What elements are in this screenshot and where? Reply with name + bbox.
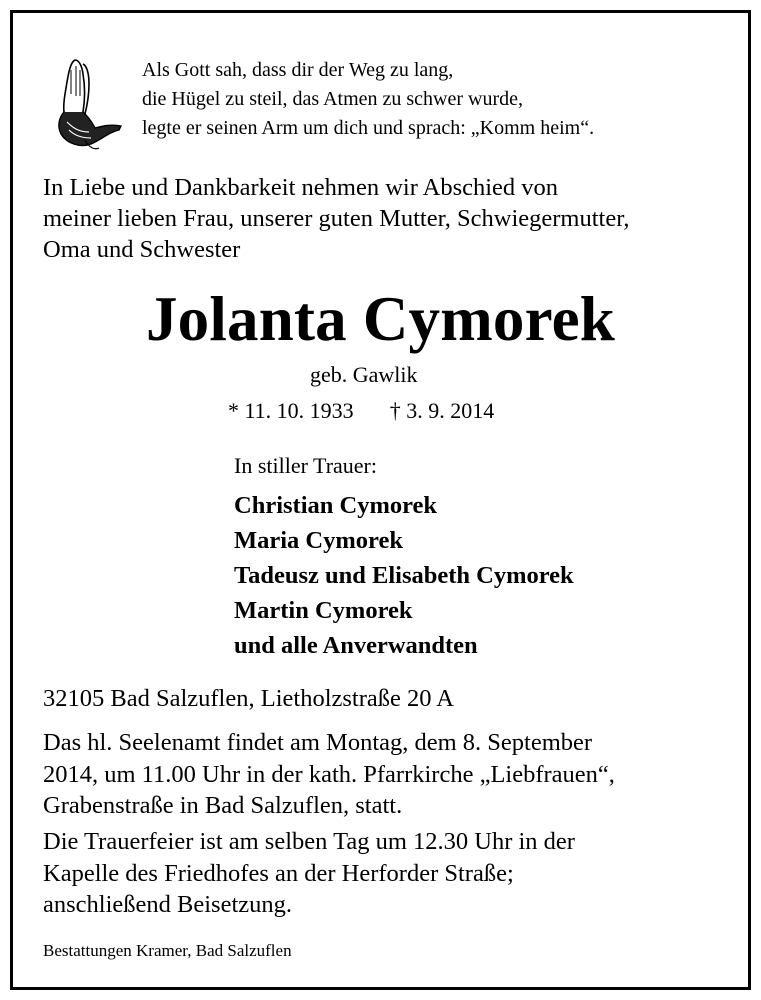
- mourner-name: und alle Anverwandten: [234, 632, 478, 659]
- family-address: 32105 Bad Salzuflen, Lietholzstraße 20 A: [43, 685, 454, 712]
- poem: [142, 56, 594, 143]
- requiem-line: Das hl. Seelenamt findet am Montag, dem 8. September: [43, 729, 593, 756]
- poem-line: legte er seinen Arm um dich und sprach: „Komm heim“.: [142, 117, 595, 139]
- birth-date: * 11. 10. 1933: [228, 398, 354, 423]
- mourner-name: Martin Cymorek: [234, 597, 413, 624]
- poem-line: Als Gott sah, dass dir der Weg zu lang,: [142, 59, 454, 81]
- mourners-heading: In stiller Trauer:: [234, 453, 377, 478]
- death-date: † 3. 9. 2014: [389, 398, 495, 423]
- undertaker: Bestattungen Kramer, Bad Salzuflen: [43, 941, 292, 960]
- mourner-name: Tadeusz und Elisabeth Cymorek: [234, 562, 574, 589]
- requiem-line: 2014, um 11.00 Uhr in der kath. Pfarrkirche „Liebfrauen“,: [43, 760, 615, 788]
- poem-line: die Hügel zu steil, das Atmen zu schwer wurde,: [142, 88, 524, 110]
- funeral-line: Die Trauerfeier ist am selben Tag um 12.30 Uhr in der: [43, 828, 575, 855]
- mourners-list: [234, 488, 574, 663]
- funeral-notice: [43, 826, 575, 921]
- mourner-name: Christian Cymorek: [234, 492, 438, 519]
- requiem-notice: [43, 727, 615, 822]
- intro-text: [43, 172, 630, 265]
- deceased-name: Jolanta Cymorek: [145, 284, 616, 354]
- intro-line: Oma und Schwester: [43, 236, 241, 263]
- maiden-name: geb. Gawlik: [310, 362, 418, 387]
- praying-hands-icon: [45, 52, 125, 152]
- mourner-name: Maria Cymorek: [234, 527, 403, 554]
- funeral-line: Kapelle des Friedhofes an der Herforder Straße;: [43, 859, 514, 887]
- requiem-line: Grabenstraße in Bad Salzuflen, statt.: [43, 792, 403, 819]
- funeral-line: anschließend Beisetzung.: [43, 891, 293, 918]
- intro-line: meiner lieben Frau, unserer guten Mutter, Schwiegermutter,: [43, 205, 630, 232]
- intro-line: In Liebe und Dankbarkeit nehmen wir Abschied von: [43, 174, 559, 201]
- life-dates: [228, 397, 494, 425]
